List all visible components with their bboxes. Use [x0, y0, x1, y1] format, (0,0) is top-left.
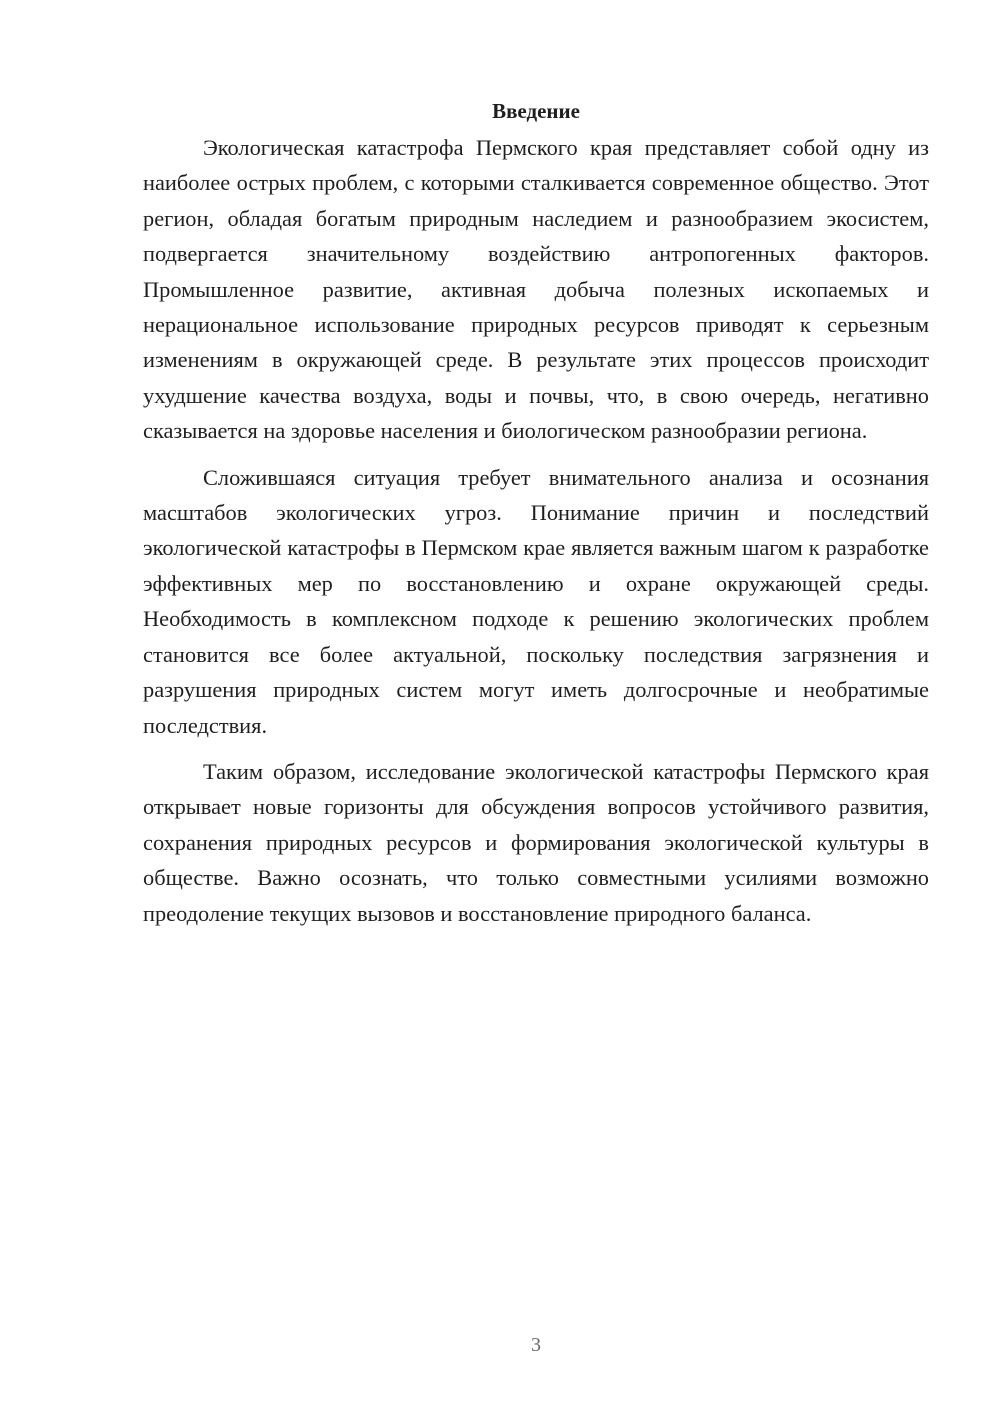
- paragraph-1: Экологическая катастрофа Пермского края представляет собой одну из наиболее острых проблем, с которыми сталкивается современное общество. Этот регион, обладая богатым природным наследием и разнообразием экосистем, подвергается значительному воздействию антропогенных факторов. Промышленное развитие, активная добыча полезных ископаемых и нерациональное использование природных ресурсов приводят к серьезным изменениям в окружающей среде. В результате этих процессов происходит ухудшение качества воздуха, воды и почвы, что, в свою очередь, негативно сказывается на здоровье населения и биологическом разнообразии региона.: [143, 135, 929, 444]
- paragraph-3: Таким образом, исследование экологической катастрофы Пермского края открывает новые горизонты для обсуждения вопросов устойчивого развития, сохранения природных ресурсов и формирования экологической культуры в обществе. Важно осознать, что только совместными усилиями возможно преодоление текущих вызовов и восстановление природного баланса.: [143, 758, 929, 926]
- paragraph-2: Сложившаяся ситуация требует внимательного анализа и осознания масштабов экологических угроз. Понимание причин и последствий экологической катастрофы в Пермском крае является важным шагом к разработке эффективных мер по восстановлению и охране окружающей среды. Необходимость в комплексном подходе к решению экологических проблем становится все более актуальной, поскольку последствия загрязнения и разрушения природных систем могут иметь долгосрочные и необратимые последствия.: [143, 464, 929, 738]
- section-heading: Введение: [492, 99, 580, 123]
- page-content: [143, 94, 929, 931]
- page-number: 3: [531, 1334, 541, 1356]
